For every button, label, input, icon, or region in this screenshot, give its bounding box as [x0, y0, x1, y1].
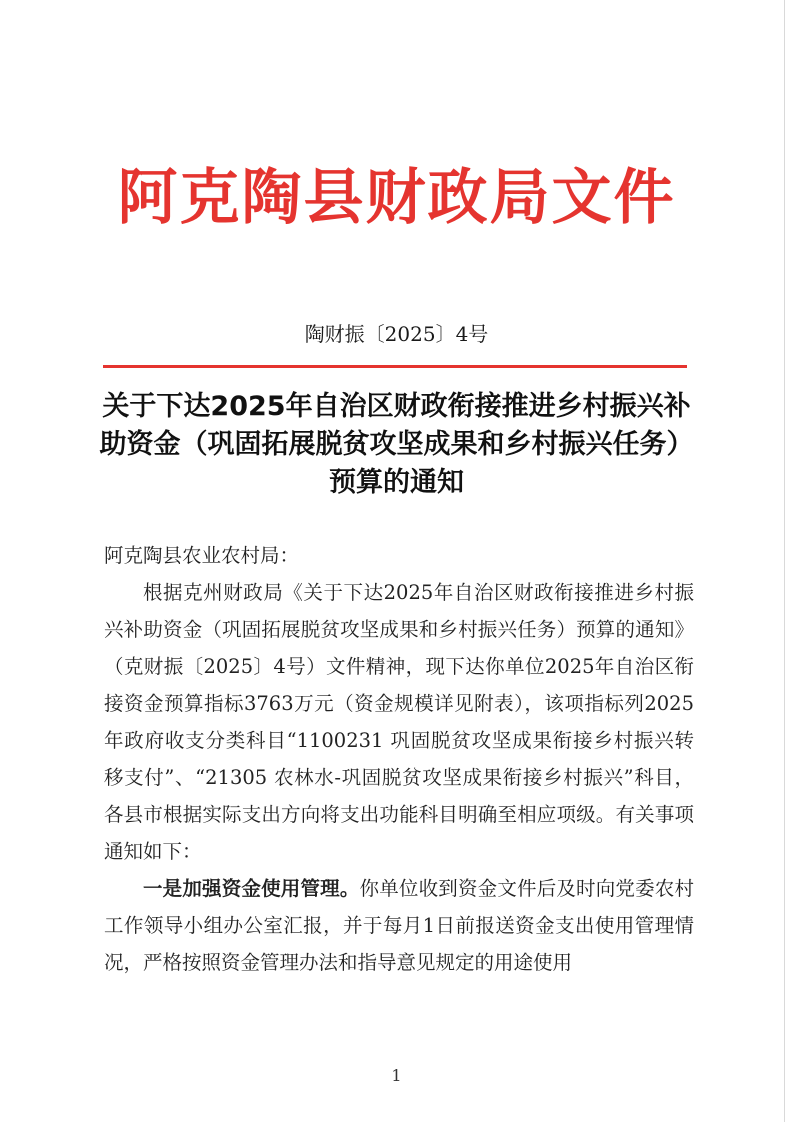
paragraph-1: 根据克州财政局《关于下达2025年自治区财政衔接推进乡村振兴补助资金（巩固拓展脱贫攻坚成果和乡村振兴任务）预算的通知》（克财振〔2025〕4号）文件精神，现下达你单位2025年自治区衔接资金预算指标3763万元（资金规模详见附表），该项指标列2025年政府收支分类科目“1100231 巩固脱贫攻坚成果衔接乡村振兴转移支付”、“21305 农林水-巩固脱贫攻坚成果衔接乡村振兴”科目，各县市根据实际支出方向将支出功能科目明确至相应项级。有关事项通知如下： [104, 581, 694, 863]
page-number: 1 [391, 1066, 402, 1085]
document-masthead: 阿克陶县财政局文件 [117, 163, 676, 233]
red-separator-rule [103, 365, 687, 368]
document-body [104, 537, 694, 981]
paragraph-2 [104, 870, 694, 981]
paragraph-2-rest: 你单位收到资金文件后及时向党委农村工作领导小组办公室汇报，并于每月1日前报送资金支出使用管理情况，严格按照资金管理办法和指导意见规定的用途使用 [104, 877, 694, 974]
addressee: 阿克陶县农业农村局： [104, 544, 300, 567]
document-title: 关于下达2025年自治区财政衔接推进乡村振兴补助资金（巩固拓展脱贫攻坚成果和乡村振兴任务）预算的通知 [99, 391, 694, 498]
document-number: 陶财振〔2025〕4号 [304, 322, 489, 346]
paragraph-2-lead: 一是加强资金使用管理。 [143, 877, 360, 900]
